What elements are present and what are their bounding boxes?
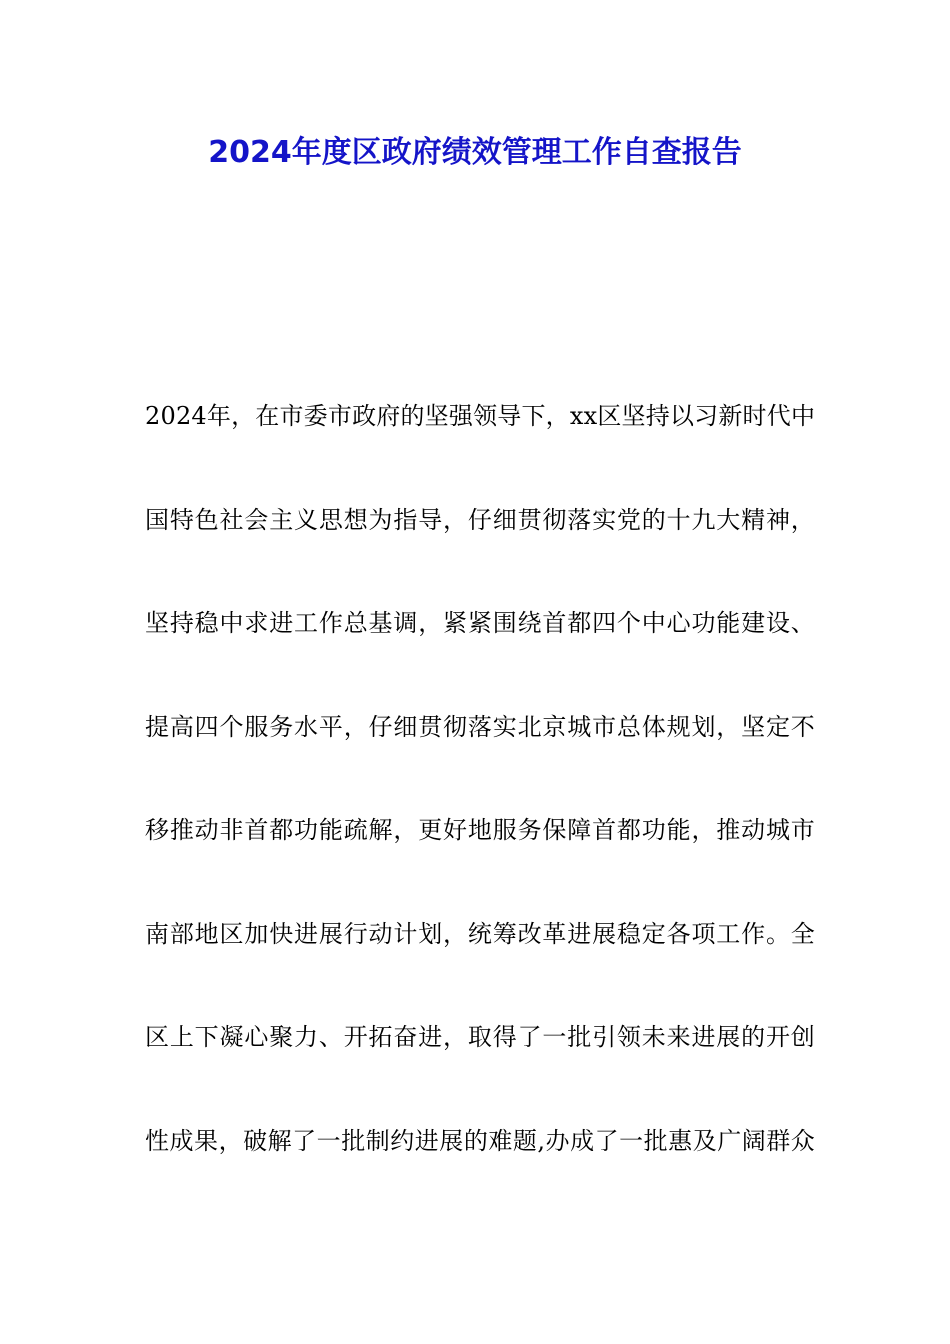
body-line: 性成果，破解了一批制约进展的难题,办成了一批惠及广阔群众 [145, 1126, 815, 1155]
body-line: 2024年，在市委市政府的坚强领导下，xx区坚持以习新时代中 [145, 402, 816, 430]
document-body [145, 394, 815, 1222]
body-line: 国特色社会主义思想为指导，仔细贯彻落实党的十九大精神， [145, 505, 815, 534]
body-line: 区上下凝心聚力、开拓奋进，取得了一批引领未来进展的开创 [145, 1023, 815, 1051]
body-line: 坚持稳中求进工作总基调，紧紧围绕首都四个中心功能建设、 [145, 609, 815, 637]
document-title: 2024年度区政府绩效管理工作自查报告 [208, 135, 742, 170]
body-line: 南部地区加快进展行动计划，统筹改革进展稳定各项工作。全 [145, 919, 815, 948]
body-line: 提高四个服务水平，仔细贯彻落实北京城市总体规划，坚定不 [145, 712, 815, 741]
body-line: 移推动非首都功能疏解，更好地服务保障首都功能，推动城市 [145, 816, 815, 844]
